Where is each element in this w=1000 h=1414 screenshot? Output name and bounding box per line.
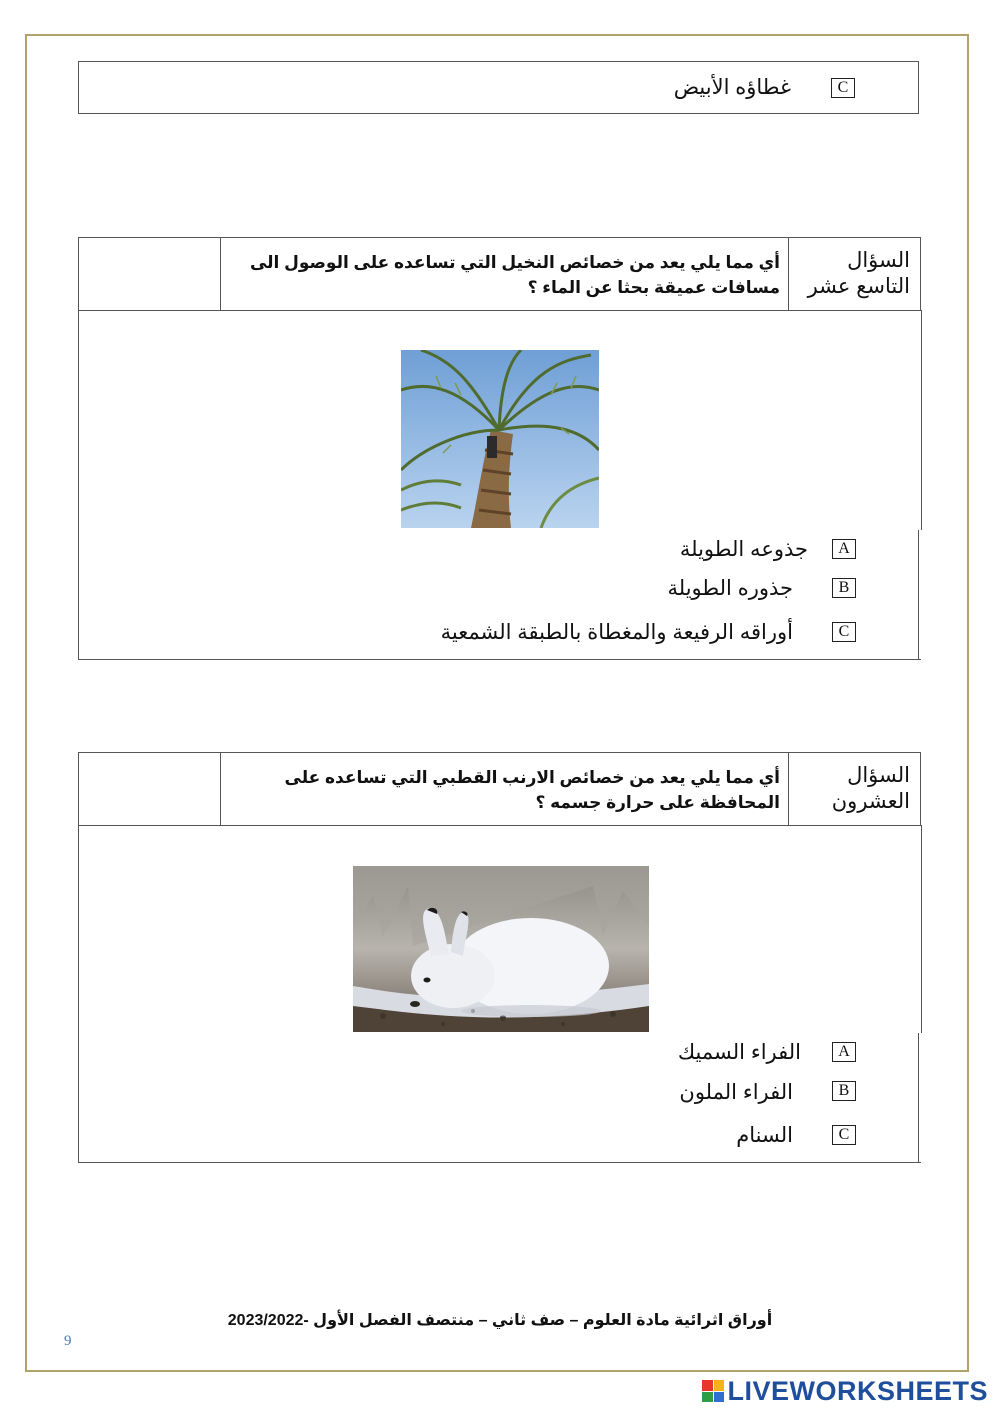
option-letter: A <box>832 1042 856 1062</box>
page-border <box>25 34 969 1372</box>
option-text: السنام <box>736 1124 793 1147</box>
question-number: السؤال التاسع عشر <box>788 238 920 310</box>
option-letter: B <box>832 1081 856 1101</box>
footer-text: أوراق اثرائية مادة العلوم – صف ثاني – منتصف الفصل الأول -2023/2022 <box>227 1312 773 1329</box>
brand-name: LIVEWORKSHEETS <box>727 1375 988 1406</box>
prev-option-c-box <box>78 61 919 114</box>
option-text: جذوعه الطويلة <box>679 538 808 561</box>
question-text: أي مما يلي يعد من خصائص النخيل التي تساعده على الوصول الى مسافات عميقة بحثا عن الماء ؟ <box>220 238 788 310</box>
option-c[interactable] <box>79 62 918 113</box>
option-text: أوراقه الرفيعة والمغطاة بالطبقة الشمعية <box>440 621 793 644</box>
option-letter: C <box>831 78 855 98</box>
option-text: الفراء الملون <box>679 1081 793 1104</box>
option-text: جذوره الطويلة <box>667 577 793 600</box>
option-letter: A <box>832 539 856 559</box>
option-c[interactable] <box>79 825 921 1162</box>
option-letter: C <box>832 622 856 642</box>
option-c[interactable] <box>79 310 921 659</box>
liveworksheets-logo <box>702 1376 988 1406</box>
option-letter: C <box>832 1125 856 1145</box>
question-19-body <box>78 310 921 660</box>
question-20-body <box>78 825 921 1163</box>
option-text: غطاؤه الأبيض <box>673 76 791 99</box>
option-letter: B <box>832 578 856 598</box>
page-number: 9 <box>64 1333 72 1349</box>
question-number: السؤال العشرون <box>788 753 920 825</box>
question-text: أي مما يلي يعد من خصائص الارنب القطبي التي تساعده على المحافظة على حرارة جسمه ؟ <box>220 753 788 825</box>
question-20-header <box>78 752 921 826</box>
question-19-header <box>78 237 921 311</box>
option-text: الفراء السميك <box>677 1041 801 1064</box>
logo-tiles-icon <box>702 1380 724 1402</box>
